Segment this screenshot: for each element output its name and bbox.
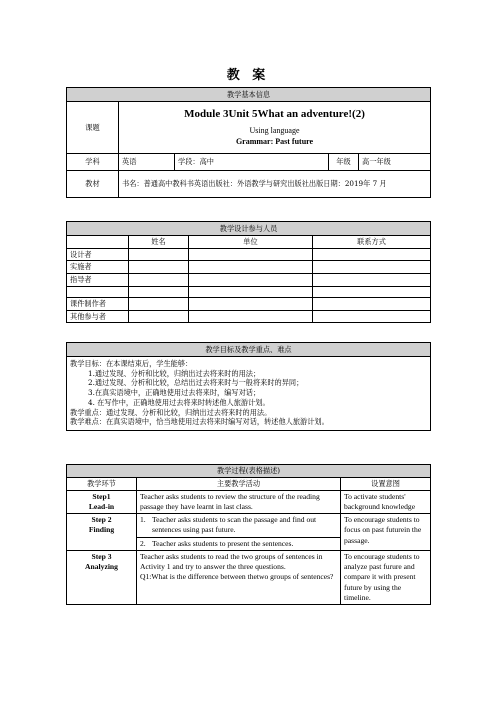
col-unit: 单位 [189,236,313,249]
teaching-goals-table [66,342,431,431]
table-row [67,550,431,604]
course-subtitle-1: Using language [249,126,300,136]
goals-header: 教学目标及教学重点、难点 [67,343,431,357]
step-1-activity: Teacher asks students to review the structure of the reading passage they have learnt in last class. [137,490,341,514]
step-2-activity-2-row [137,537,340,550]
table-row [67,286,431,297]
goal-item-3: 3.在真实语境中，正确地使用过去将来时，编写对话； [88,388,261,398]
section-label: 学段：高中 [175,154,329,171]
step-3-intent: To encourage students to analyze past furure and compare it with present future by using the timeline. [341,550,431,604]
col-activity: 主要教学活动 [137,478,341,491]
grade-label: 年级 [329,154,359,171]
design-corner-cell [67,236,129,249]
step-2-name: Finding [88,525,115,535]
role-designer: 设计者 [67,248,129,261]
step-2-intent: To encourage students to focus on past futurein the passage. [341,514,431,551]
role-courseware-maker: 课件制作者 [67,297,129,310]
table-row [67,514,431,551]
course-label: 课题 [67,102,119,154]
grade-value: 高一年级 [359,154,431,171]
role-advisor: 指导者 [67,274,129,287]
step-2-number: Step 2 [91,515,112,525]
goals-intro: 教学目标：在本课结束后，学生能够： [70,359,193,368]
document-title: 教 案 [226,68,270,83]
col-stage: 教学环节 [67,478,137,491]
textbook-label: 教材 [67,171,119,198]
step-2-activity-1-row [140,514,337,537]
course-title: Module 3Unit 5What an adventure!(2) [184,108,365,121]
step-2-activity-cell [137,514,341,551]
col-name: 姓名 [129,236,189,249]
step-2-cell [67,514,137,551]
key-point: 教学重点：通过发现、分析和比较，归纳出过去将来时的用法。 [70,407,272,417]
step-3-question-1: Q1:What is the difference between thetwo groups of sentences? [140,572,334,582]
step-3-activity-cell [137,550,341,604]
course-subtitle-2: Grammar: Past future [235,136,314,146]
subject-value: 英语 [119,154,175,171]
step-2-list-marker-1: 1. [140,515,146,525]
step-2-list-marker-2: 2. [140,538,146,548]
role-empty [67,286,129,297]
goals-body [67,357,431,431]
table-row [67,261,431,274]
design-header: 教学设计参与人员 [67,222,431,236]
col-intent: 设置意图 [341,478,431,491]
step-1-cell [67,490,137,514]
table-row [67,310,431,323]
step-3-name: Analyzing [85,562,118,572]
textbook-value: 书名：普通高中教科书英语出版社：外语教学与研究出版社出版日期：2019年 7 月 [119,171,431,198]
subject-label: 学科 [67,154,119,171]
course-title-cell [119,102,431,154]
goal-item-1: 1.通过发现、分析和比较，归纳出过去将来时的用法； [88,368,261,378]
step-3-number: Step 3 [91,551,112,561]
table-row [67,490,431,514]
design-participants-table [66,221,431,323]
step-3-activity: Teacher asks students to read the two groups of sentences in Activity 1 and try to answer the three questions. [140,551,323,572]
difficulty-point: 教学难点：在真实语境中，恰当地使用过去将来时编写对话，转述他人旅游计划。 [70,417,329,427]
step-1-intent: To activate students' background knowledge [341,490,431,514]
process-header: 教学过程(表格描述) [67,465,431,478]
teaching-process-table [66,464,431,605]
basic-info-table [66,87,431,198]
role-implementer: 实施者 [67,261,129,274]
table-row [67,274,431,287]
table-row [67,248,431,261]
step-1-name: Lead-in [88,501,115,511]
step-1-number: Step1 [92,491,111,501]
step-3-cell [67,550,137,604]
step-2-activity-1: Teacher asks students to scan the passage and find out sentences using past future. [152,515,317,535]
goal-item-4: 4. 在写作中，正确地使用过去将来时转述他人旅游计划。 [88,397,270,407]
step-2-activity-2: Teacher asks students to present the sentences. [152,538,294,548]
col-contact: 联系方式 [313,236,431,249]
role-other: 其他参与者 [67,310,129,323]
table-row [67,297,431,310]
goal-item-2: 2.通过发现、分析和比较，总结出过去将来时与一般将来时的异同； [88,378,304,388]
basic-info-header: 教学基本信息 [67,88,431,102]
